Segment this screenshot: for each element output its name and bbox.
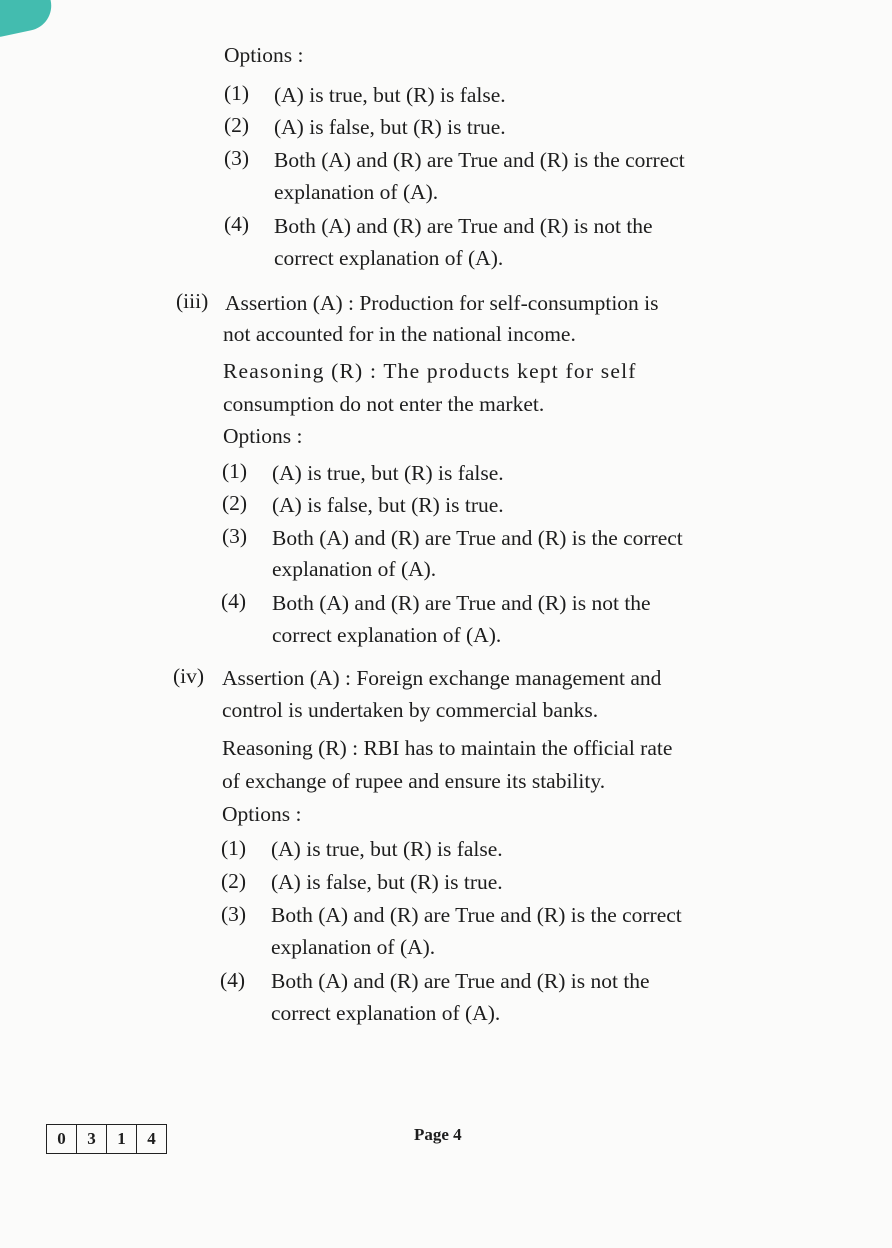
option-number: (2) — [224, 113, 250, 137]
code-digit: 3 — [77, 1125, 107, 1153]
option-text: (A) is true, but (R) is false. — [274, 83, 506, 107]
assertion-text: Assertion (A) : Foreign exchange management and — [222, 666, 662, 690]
assertion-text: Assertion (A) : Production for self-consumption is — [225, 291, 659, 315]
page-number: Page 4 — [414, 1125, 462, 1144]
option-number: (1) — [222, 459, 248, 483]
option-text: (A) is true, but (R) is false. — [271, 837, 503, 861]
options-label: Options : — [224, 43, 304, 67]
option-text: (A) is false, but (R) is true. — [272, 493, 504, 517]
reasoning-text: Reasoning (R) : The products kept for self — [223, 359, 637, 383]
option-number: (1) — [221, 836, 247, 860]
option-text: correct explanation of (A). — [271, 1001, 501, 1025]
option-text: (A) is false, but (R) is true. — [274, 115, 506, 139]
option-number: (1) — [224, 81, 250, 105]
options-label: Options : — [223, 424, 303, 448]
option-number: (3) — [221, 902, 247, 926]
option-number: (2) — [221, 869, 247, 893]
option-text: Both (A) and (R) are True and (R) is not the — [271, 969, 650, 993]
option-text: Both (A) and (R) are True and (R) is the correct — [274, 148, 685, 172]
option-text: explanation of (A). — [271, 935, 436, 959]
option-number: (4) — [224, 212, 250, 236]
option-number: (3) — [224, 146, 250, 170]
option-number: (4) — [221, 589, 247, 613]
option-text: correct explanation of (A). — [272, 623, 502, 647]
option-text: explanation of (A). — [272, 557, 437, 581]
reasoning-text: consumption do not enter the market. — [223, 392, 545, 416]
reasoning-text: of exchange of rupee and ensure its stability. — [222, 769, 606, 793]
option-number: (4) — [220, 968, 246, 992]
option-text: explanation of (A). — [274, 180, 439, 204]
options-label: Options : — [222, 802, 302, 826]
option-number: (2) — [222, 491, 248, 515]
assertion-text: not accounted for in the national income. — [223, 322, 576, 346]
code-digit: 1 — [107, 1125, 137, 1153]
assertion-text: control is undertaken by commercial banks. — [222, 698, 599, 722]
option-number: (3) — [222, 524, 248, 548]
question-number: (iii) — [176, 289, 209, 313]
option-text: Both (A) and (R) are True and (R) is not the — [272, 591, 651, 615]
option-text: Both (A) and (R) are True and (R) is the correct — [272, 526, 683, 550]
paper-code-box — [46, 1124, 167, 1154]
question-number: (iv) — [173, 664, 205, 688]
option-text: Both (A) and (R) are True and (R) is not the — [274, 214, 653, 238]
reasoning-text: Reasoning (R) : RBI has to maintain the official rate — [222, 736, 673, 760]
option-text: (A) is true, but (R) is false. — [272, 461, 504, 485]
option-text: correct explanation of (A). — [274, 246, 504, 270]
option-text: Both (A) and (R) are True and (R) is the correct — [271, 903, 682, 927]
ink-smudge — [0, 0, 56, 38]
code-digit: 0 — [47, 1125, 77, 1153]
code-digit: 4 — [147, 1129, 156, 1148]
option-text: (A) is false, but (R) is true. — [271, 870, 503, 894]
